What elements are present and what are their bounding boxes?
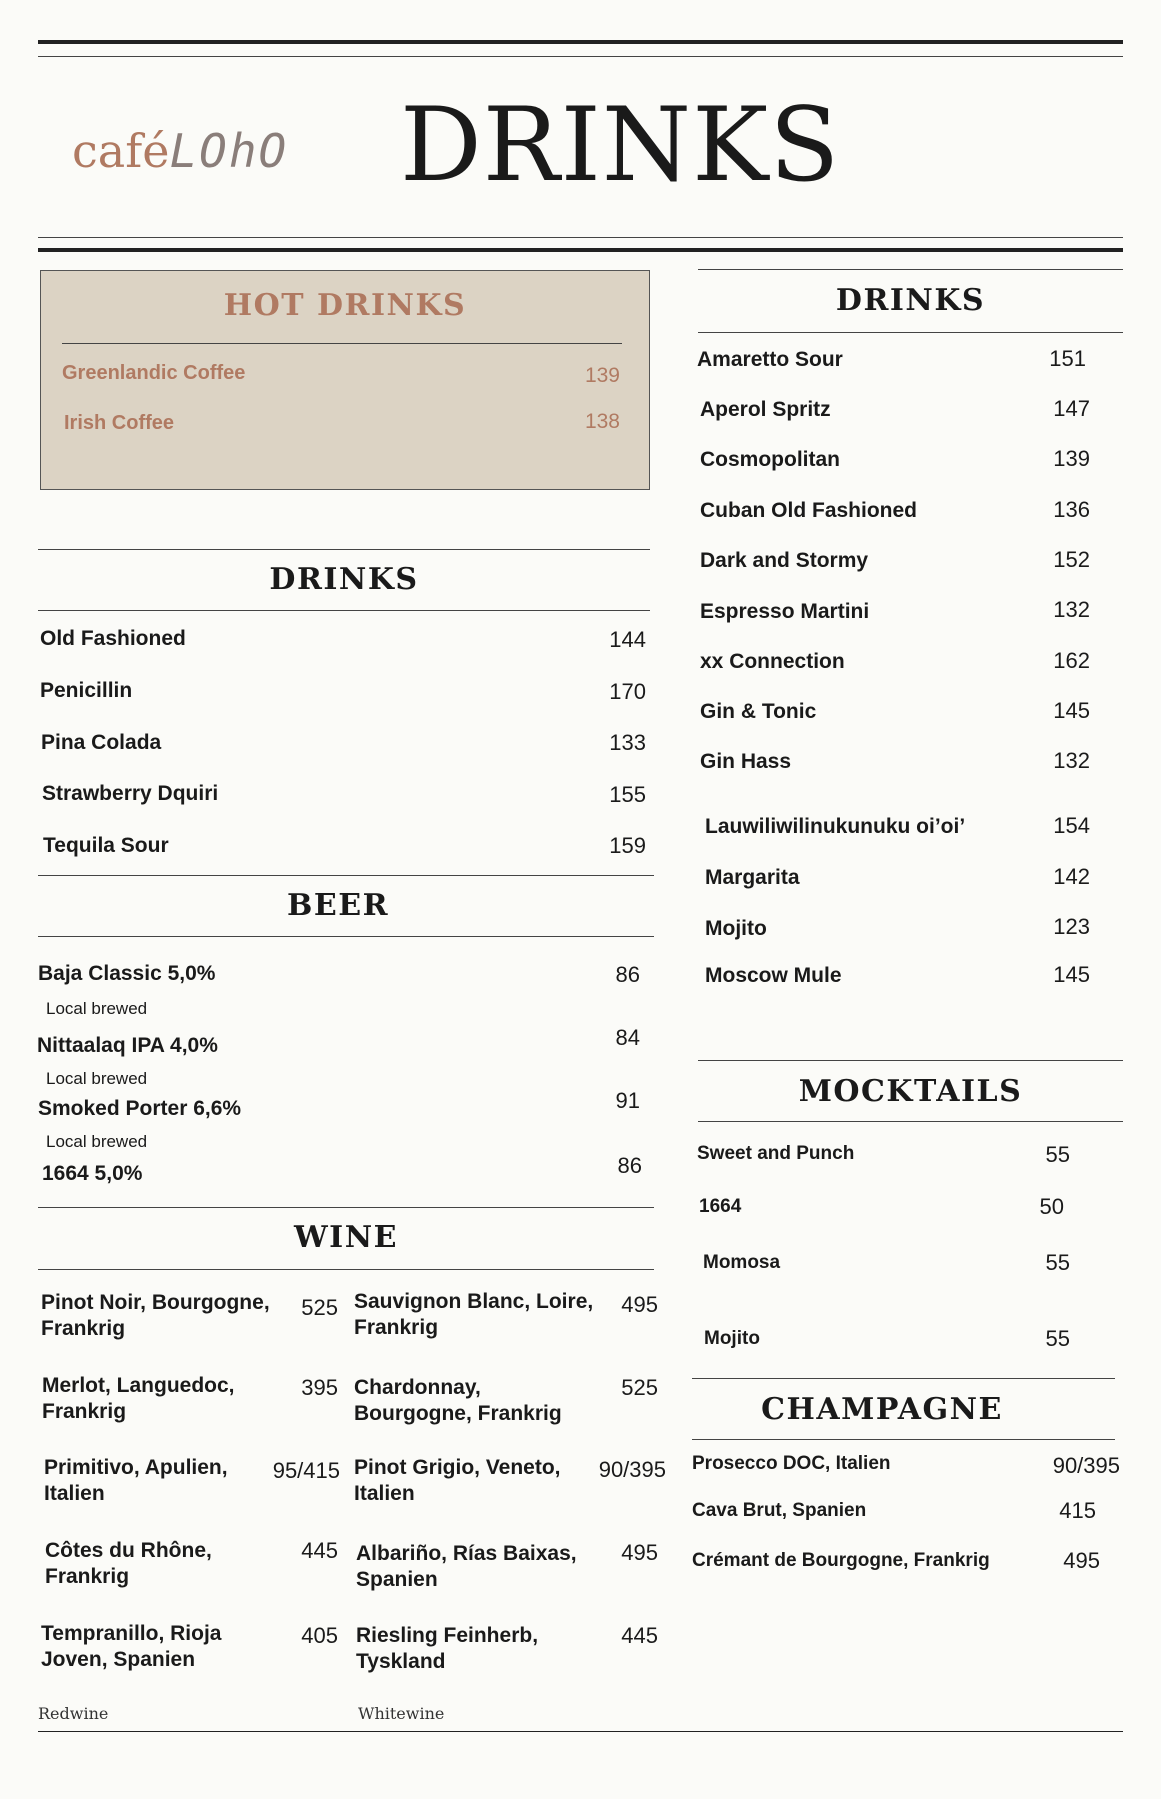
wine-line: Tyskland <box>356 1650 446 1673</box>
beer-note: Local brewed <box>46 1132 148 1151</box>
drink-name: Aperol Spritz <box>700 398 831 421</box>
champagne-price: 495 <box>1063 1548 1100 1573</box>
drink-name: Amaretto Sour <box>697 348 843 371</box>
wine-line: Italien <box>44 1482 105 1505</box>
wine-line: Merlot, Languedoc, <box>42 1374 235 1397</box>
red-wine-name <box>42 1373 235 1425</box>
wine-line: Frankrig <box>41 1317 126 1340</box>
drinks-right-rule-top <box>698 269 1123 270</box>
champagne-name: Crémant de Bourgogne, Frankrig <box>692 1550 990 1571</box>
wine-line: Pinot Grigio, Veneto, <box>354 1456 561 1479</box>
hot-drink-price: 139 <box>584 364 620 387</box>
drink-price: 159 <box>609 833 646 858</box>
drink-price: 133 <box>609 730 646 755</box>
beer-name: Smoked Porter 6,6% <box>38 1097 242 1120</box>
whitewine-caption: Whitewine <box>358 1704 445 1723</box>
white-wine-price: 495 <box>621 1540 658 1565</box>
hot-drinks-rule <box>62 343 622 344</box>
drink-name: Tequila Sour <box>43 834 169 857</box>
wine-line: Sauvignon Blanc, Loire, <box>354 1290 594 1313</box>
wine-rule-top <box>38 1207 654 1208</box>
drink-price: 145 <box>1053 962 1090 987</box>
drink-price: 136 <box>1053 497 1090 522</box>
drink-name: Espresso Martini <box>700 600 870 623</box>
white-wine-price: 495 <box>621 1292 658 1317</box>
wine-line: Italien <box>354 1482 415 1505</box>
wine-line: Frankrig <box>354 1316 439 1339</box>
drink-price: 132 <box>1053 597 1090 622</box>
beer-title: BEER <box>286 888 390 923</box>
drinks-right-rule-bottom <box>698 332 1123 333</box>
drink-price: 170 <box>609 679 646 704</box>
drink-price: 145 <box>1053 698 1090 723</box>
white-wine-price: 445 <box>621 1623 658 1648</box>
mocktails-rule-top <box>698 1060 1123 1061</box>
drinks-right-title: DRINKS <box>835 283 986 318</box>
drink-name: Lauwiliwilinukunuku oi’oi’ <box>705 815 966 838</box>
white-wine-name <box>354 1455 561 1507</box>
header-rule <box>38 248 1123 252</box>
logo-script: LOhO <box>169 124 289 178</box>
logo <box>72 124 288 178</box>
wine-line: Primitivo, Apulien, <box>44 1456 228 1479</box>
mocktail-name: Mojito <box>704 1328 760 1349</box>
red-wine-price: 95/415 <box>272 1458 340 1483</box>
white-wine-name <box>356 1623 538 1675</box>
mocktail-name: 1664 <box>699 1196 742 1217</box>
champagne-rule-top <box>692 1378 1115 1379</box>
drink-name: Gin & Tonic <box>700 700 817 723</box>
champagne-price: 415 <box>1059 1498 1096 1523</box>
drink-price: 162 <box>1053 648 1090 673</box>
drink-name: Cuban Old Fashioned <box>700 499 918 522</box>
drink-name: Gin Hass <box>700 750 792 773</box>
red-wine-name <box>41 1290 270 1342</box>
beer-price: 84 <box>615 1025 640 1050</box>
drink-name: Dark and Stormy <box>700 549 869 572</box>
mocktails-rule-bottom <box>698 1121 1123 1122</box>
wine-line: Frankrig <box>45 1565 130 1588</box>
drink-name: Old Fashioned <box>40 627 186 650</box>
drink-price: 132 <box>1053 748 1090 773</box>
white-wine-name <box>354 1289 593 1341</box>
drink-name: Mojito <box>705 917 767 940</box>
bottom-rule <box>38 1731 1123 1732</box>
mocktail-price: 50 <box>1039 1194 1064 1219</box>
champagne-title: CHAMPAGNE <box>761 1392 1003 1427</box>
wine-line: Frankrig <box>42 1400 127 1423</box>
mocktail-price: 55 <box>1045 1142 1070 1167</box>
top-rule <box>38 40 1123 44</box>
drinks-left-rule-top <box>38 549 650 550</box>
drink-price: 154 <box>1053 813 1090 838</box>
hot-drink-name: Greenlandic Coffee <box>62 362 246 384</box>
beer-price: 86 <box>617 1153 642 1178</box>
mocktail-name: Sweet and Punch <box>697 1143 855 1164</box>
red-wine-price: 395 <box>301 1375 338 1400</box>
wine-line: Albariño, Rías Baixas, <box>356 1542 577 1565</box>
header-rule-thin <box>38 237 1123 238</box>
drink-name: Pina Colada <box>41 731 162 754</box>
wine-line: Spanien <box>356 1568 438 1591</box>
drink-price: 152 <box>1053 547 1090 572</box>
wine-rule-bottom <box>38 1269 654 1270</box>
page-title: DRINKS <box>400 86 841 205</box>
wine-line: Joven, Spanien <box>41 1648 196 1671</box>
wine-line: Riesling Feinherb, <box>356 1624 539 1647</box>
hot-drink-name: Irish Coffee <box>64 412 175 434</box>
drink-price: 147 <box>1053 396 1090 421</box>
drink-name: Margarita <box>705 866 800 889</box>
wine-line: Tempranillo, Rioja <box>41 1622 222 1645</box>
champagne-price: 90/395 <box>1052 1453 1120 1478</box>
drink-name: Strawberry Dquiri <box>42 782 219 805</box>
drinks-left-title: DRINKS <box>269 562 419 597</box>
red-wine-price: 445 <box>301 1538 338 1563</box>
drink-price: 151 <box>1049 346 1086 371</box>
wine-line: Bourgogne, Frankrig <box>354 1402 562 1425</box>
beer-rule-bottom <box>38 936 654 937</box>
mocktail-name: Momosa <box>703 1252 781 1273</box>
white-wine-name <box>354 1375 562 1427</box>
drink-price: 139 <box>1053 446 1090 471</box>
champagne-rule-bottom <box>692 1439 1115 1440</box>
drink-name: Moscow Mule <box>705 964 842 987</box>
red-wine-price: 405 <box>301 1623 338 1648</box>
hot-drink-price: 138 <box>584 410 620 433</box>
white-wine-price: 525 <box>621 1375 658 1400</box>
wine-line: Côtes du Rhône, <box>45 1539 212 1562</box>
beer-price: 91 <box>615 1088 640 1113</box>
drink-price: 155 <box>609 782 646 807</box>
wine-title: WINE <box>293 1220 398 1255</box>
beer-price: 86 <box>615 962 640 987</box>
white-wine-price: 90/395 <box>598 1457 666 1482</box>
beer-note: Local brewed <box>46 1069 148 1088</box>
drink-price: 123 <box>1053 914 1090 939</box>
top-rule-thin <box>38 56 1123 57</box>
champagne-name: Cava Brut, Spanien <box>692 1500 867 1521</box>
beer-note: Local brewed <box>46 999 148 1018</box>
drink-name: Penicillin <box>40 679 133 702</box>
wine-line: Pinot Noir, Bourgogne, <box>41 1291 270 1314</box>
drink-price: 144 <box>609 627 646 652</box>
mocktail-price: 55 <box>1045 1326 1070 1351</box>
redwine-caption: Redwine <box>38 1704 109 1723</box>
drinks-left-rule-bottom <box>38 610 650 611</box>
hot-drinks-title: HOT DRINKS <box>223 288 467 323</box>
mocktail-price: 55 <box>1045 1250 1070 1275</box>
red-wine-price: 525 <box>301 1295 338 1320</box>
white-wine-name <box>356 1541 577 1593</box>
beer-name: 1664 5,0% <box>42 1162 143 1185</box>
beer-name: Baja Classic 5,0% <box>38 962 216 985</box>
red-wine-name <box>41 1621 221 1673</box>
beer-name: Nittaalaq IPA 4,0% <box>37 1034 218 1057</box>
red-wine-name <box>44 1455 228 1507</box>
drink-price: 142 <box>1053 864 1090 889</box>
drink-name: xx Connection <box>700 650 845 673</box>
champagne-name: Prosecco DOC, Italien <box>692 1453 891 1474</box>
wine-line: Chardonnay, <box>354 1376 481 1399</box>
logo-prefix: café <box>72 124 170 178</box>
beer-rule-top <box>38 875 654 876</box>
red-wine-name <box>45 1538 212 1590</box>
mocktails-title: MOCKTAILS <box>798 1074 1023 1109</box>
drink-name: Cosmopolitan <box>700 448 840 471</box>
